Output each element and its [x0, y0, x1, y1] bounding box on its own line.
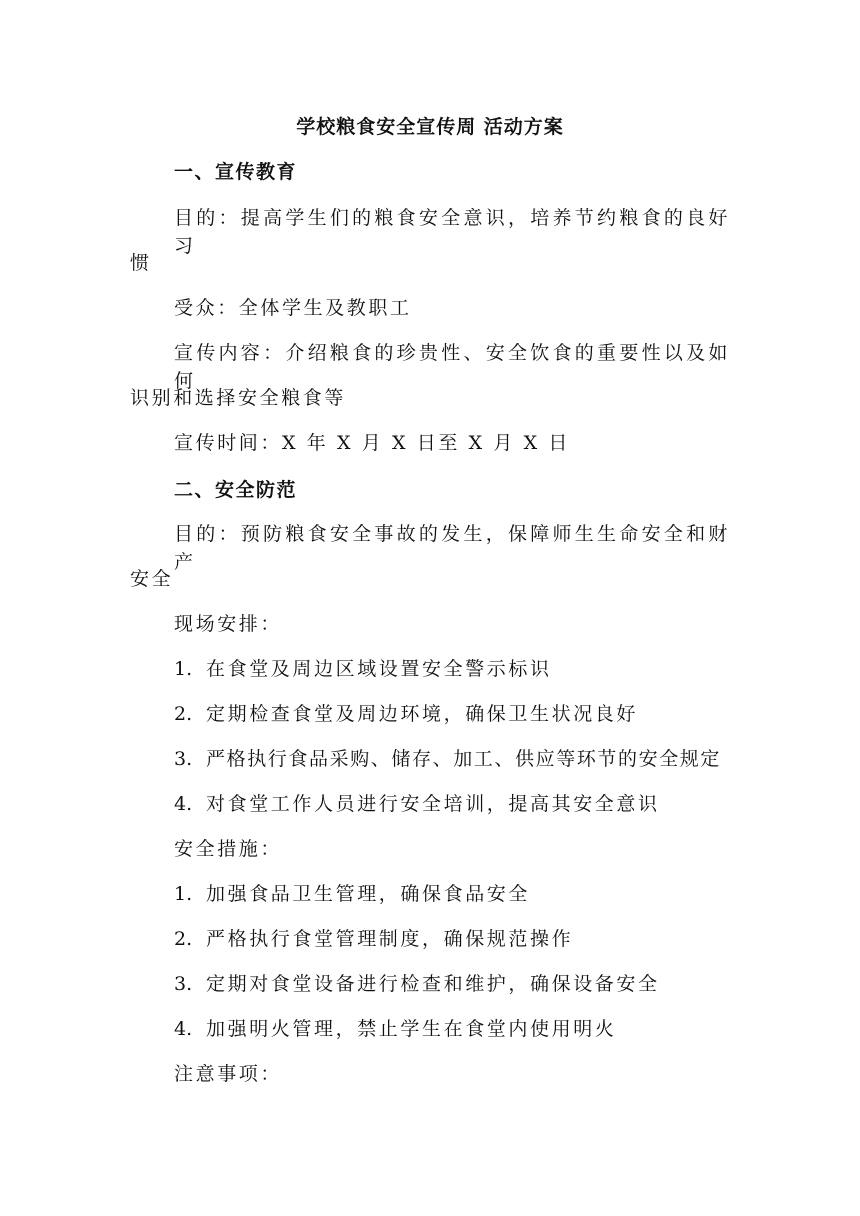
list-item: 1. 加强食品卫生管理，确保食品安全: [174, 883, 531, 905]
paragraph-audience: 受众：全体学生及教职工: [174, 297, 412, 319]
list-item: 1. 在食堂及周边区域设置安全警示标识: [174, 658, 552, 680]
paragraph-content-line1: 宣传内容：介绍粮食的珍贵性、安全饮食的重要性以及如何: [174, 342, 730, 392]
label-safety-measures: 安全措施：: [174, 838, 283, 860]
list-item: 2. 严格执行食堂管理制度，确保规范操作: [174, 928, 574, 950]
list-item: 4. 加强明火管理，禁止学生在食堂内使用明火: [174, 1018, 617, 1040]
label-notes: 注意事项：: [174, 1063, 283, 1085]
paragraph-purpose-line1: 目的：提高学生们的粮食安全意识，培养节约粮食的良好习: [174, 207, 730, 257]
paragraph-safety-purpose-line1: 目的：预防粮食安全事故的发生，保障师生生命安全和财产: [174, 523, 730, 573]
paragraph-safety-purpose-line2: 安全: [130, 568, 174, 590]
list-item: 4. 对食堂工作人员进行安全培训，提高其安全意识: [174, 793, 660, 815]
document-title: 学校粮食安全宣传周 活动方案: [296, 116, 564, 138]
section-heading-safety: 二、安全防范: [174, 479, 298, 501]
paragraph-time: 宣传时间：X 年 X 月 X 日至 X 月 X 日: [174, 432, 570, 454]
section-heading-publicity: 一、宣传教育: [174, 161, 298, 183]
paragraph-purpose-line2: 惯: [130, 252, 152, 274]
paragraph-content-line2: 识别和选择安全粮食等: [130, 387, 347, 409]
list-item: 3. 定期对食堂设备进行检查和维护，确保设备安全: [174, 973, 660, 995]
list-item: 3. 严格执行食品采购、储存、加工、供应等环节的安全规定: [174, 748, 722, 770]
list-item: 2. 定期检查食堂及周边环境，确保卫生状况良好: [174, 703, 639, 725]
label-onsite-arrangement: 现场安排：: [174, 613, 283, 635]
